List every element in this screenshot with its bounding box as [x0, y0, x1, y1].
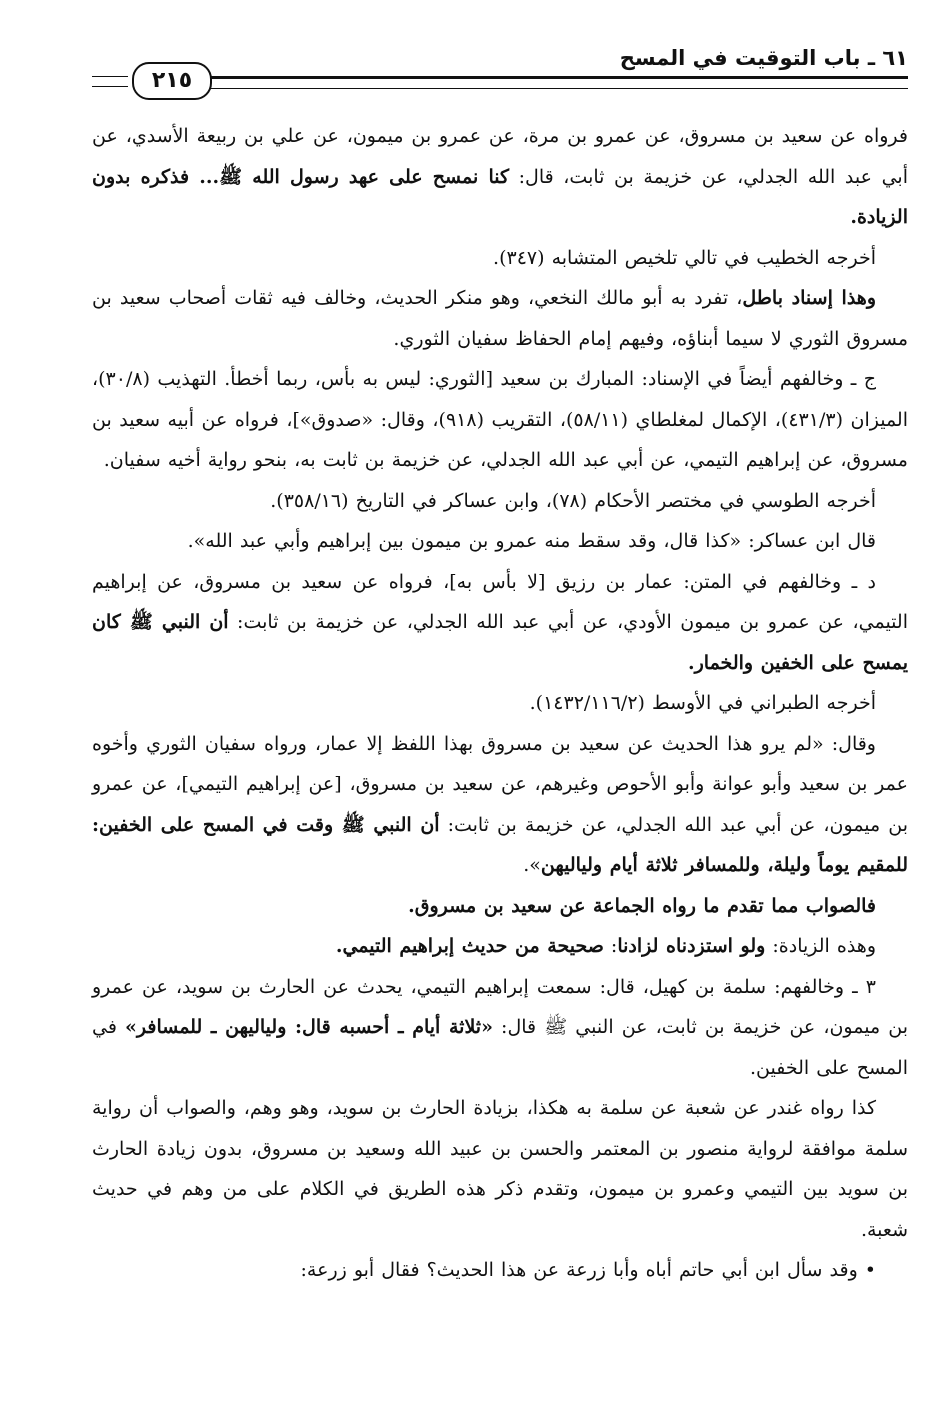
bold-text: كنا نمسح على عهد رسول الله ﷺ... فذكره بدون الزيادة. — [92, 165, 908, 228]
bold-text: أن النبي ﷺ وقت في المسح على الخفين: للمقيم يوماً وليلة، وللمسافر ثلاثة أيام ولياليهن — [92, 813, 908, 876]
text-run: ٣ ـ وخالفهم: سلمة بن كهيل، قال: سمعت إبراهيم التيمي، يحدث عن الحارث بن سويد، عن عمرو بن ميمون، عن خزيمة بن ثابت، عن النبي ﷺ قال: — [92, 975, 908, 1038]
paragraph-p8 — [92, 683, 908, 724]
text-run: وقال: «لم يرو هذا الحديث عن سعيد بن مسروق بهذا اللفظ إلا عمار، ورواه سفيان الثوري وأخوه عمر بن سعيد وأبو عوانة وأبو الأحوص وغيرهم، عن سعيد بن مسروق، [عن إبراهيم التيمي]، عن عمرو بن ميمون، عن أبي عبد الله الجدلي، عن خزيمة بن ثابت: — [92, 732, 908, 836]
page-header — [92, 40, 908, 100]
text-run: في المسح على الخفين. — [92, 1016, 908, 1079]
text-run: ، تفرد به أبو مالك النخعي، وهو منكر الحديث، وخالف فيه ثقات أصحاب سعيد بن مسروق الثوري لا سيما أبناؤه، وفيهم إمام الحفاظ سفيان الثوري. — [92, 287, 908, 350]
paragraph-p4 — [92, 359, 908, 481]
text-run: قال ابن عساكر: «كذا قال، وقد سقط منه عمرو بن ميمون بين إبراهيم وأبي عبد الله». — [187, 530, 876, 552]
bold-text: وهذا إسناد باطل — [742, 287, 876, 309]
paragraph-p3 — [92, 278, 908, 359]
text-run: ». — [523, 854, 541, 876]
bold-text: فالصواب مما تقدم ما رواه الجماعة عن سعيد بن مسروق. — [408, 894, 876, 917]
text-run: أخرجه الخطيب في تالي تلخيص المتشابه (٣٤٧). — [493, 246, 876, 269]
text-run: وهذه الزيادة: — [765, 935, 876, 957]
paragraph-p9 — [92, 724, 908, 886]
paragraph-p6 — [92, 521, 908, 562]
bold-text: «ثلاثة أيام ـ أحسبه قال: ولياليهن ـ للمسافر» — [125, 1016, 493, 1038]
paragraph-p1 — [92, 116, 908, 238]
page-number: ٢١٥ — [132, 62, 212, 100]
text-run: • وقد سأل ابن أبي حاتم أباه وأبا زرعة عن هذا الحديث؟ فقال أبو زرعة: — [300, 1259, 876, 1281]
paragraph-p7 — [92, 562, 908, 684]
text-run: كذا رواه غندر عن شعبة عن سلمة به هكذا، بزيادة الحارث بن سويد، وهو وهم، والصواب أن رواية سلمة موافقة لرواية منصور بن المعتمر والحسن بن عبيد الله وسعيد بن مسروق، بدون زيادة الحارث بن سويد بين التيمي وعمرو بن ميمون، وتقدم ذكر هذه الطريق في الكلام على من وهم في حديث شعبة. — [92, 1097, 908, 1241]
paragraph-p13 — [92, 1088, 908, 1250]
text-run: ج ـ وخالفهم أيضاً في الإسناد: المبارك بن سعيد [الثوري: ليس به بأس، ربما أخطأ. التهذيب (٣٠/٨)، الميزان (٤٣١/٣)، الإكمال لمغلطاي (٥٨/١١)، التقريب (٩١٨)، وقال: «صدوق»]، فرواه عن أبيه سعيد بن مسروق، عن إبراهيم التيمي، عن أبي عبد الله الجدلي، عن خزيمة بن ثابت به، بنحو رواية أخيه سفيان. — [92, 368, 908, 471]
header-rule — [210, 76, 908, 89]
text-run: : — [603, 935, 618, 957]
paragraph-p11 — [92, 926, 908, 967]
text-run: فرواه عن سعيد بن مسروق، عن عمرو بن مرة، عن عمرو بن ميمون، عن علي بن ربيعة الأسدي، عن أبي عبد الله الجدلي، عن خزيمة بن ثابت، قال: — [92, 125, 908, 188]
paragraph-p10 — [92, 886, 908, 927]
paragraph-p2 — [92, 238, 908, 279]
text-run: د ـ وخالفهم في المتن: عمار بن رزيق [لا بأس به]، فرواه عن سعيد بن مسروق، عن إبراهيم التيمي، عن عمرو بن ميمون الأودي، عن أبي عبد الله الجدلي، عن خزيمة بن ثابت: — [92, 570, 908, 633]
text-run: أخرجه الطوسي في مختصر الأحكام (٧٨)، وابن عساكر في التاريخ (٣٥٨/١٦). — [270, 489, 876, 512]
paragraph-p5 — [92, 481, 908, 522]
paragraph-p12 — [92, 967, 908, 1089]
text-run: أخرجه الطبراني في الأوسط (١٤٣٢/١١٦/٢). — [529, 692, 876, 714]
bold-text: ولو استزدناه لزادنا — [617, 935, 766, 957]
bold-text: صحيحة من حديث إبراهيم التيمي. — [335, 935, 604, 957]
chapter-title: ٦١ ـ باب التوقيت في المسح — [619, 46, 908, 70]
page-body — [92, 116, 908, 1291]
bold-text: أن النبي ﷺ كان يمسح على الخفين والخمار. — [92, 611, 908, 674]
header-rule-short — [92, 76, 128, 87]
paragraph-p14 — [92, 1250, 908, 1291]
